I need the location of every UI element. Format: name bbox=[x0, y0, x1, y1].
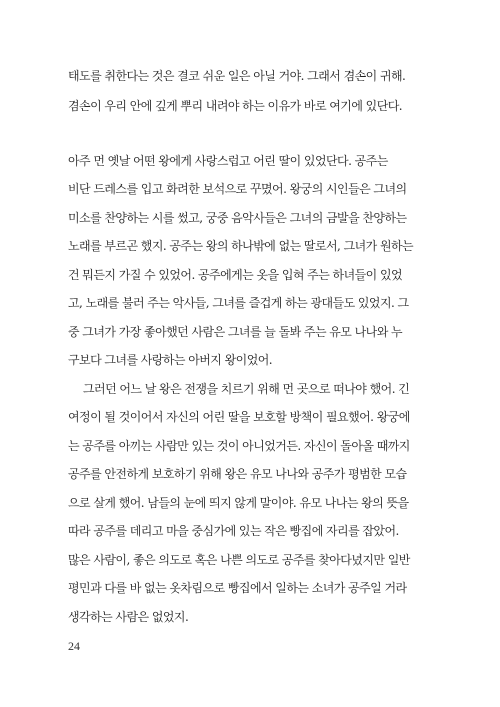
text-line: 중 그녀가 가장 좋아했던 사람은 그녀를 늘 돌봐 주는 유모 나나와 누 bbox=[68, 325, 403, 339]
text-line: 아주 먼 옛날 어떤 왕에게 사랑스럽고 어린 딸이 있었단다. 공주는 bbox=[68, 154, 388, 168]
text-line: 고, 노래를 불러 주는 악사들, 그녀를 즐겁게 하는 광대들도 있었지. 그 bbox=[68, 296, 409, 310]
text-line: 따라 공주를 데리고 마을 중심가에 있는 작은 빵집에 자리를 잡았어. bbox=[68, 524, 399, 538]
text-line: 겸손이 우리 안에 깊게 뿌리 내려야 하는 이유가 바로 여기에 있단다. bbox=[68, 99, 403, 113]
text-line: 생각하는 사람은 없었지. bbox=[68, 610, 189, 624]
text-line: 는 공주를 아끼는 사람만 있는 것이 아니었거든. 자신이 돌아올 때까지 bbox=[68, 439, 410, 453]
text-line: 많은 사람이, 좋은 의도로 혹은 나쁜 의도로 공주를 찾아다녔지만 일반 bbox=[68, 553, 410, 567]
text-line: 태도를 취한다는 것은 결코 쉬운 일은 아닐 거야. 그래서 겸손이 귀해. bbox=[68, 69, 406, 83]
text-line: 건 뭐든지 가질 수 있었어. 공주에게는 옷을 입혀 주는 하녀들이 있었 bbox=[68, 268, 403, 282]
text-line: 비단 드레스를 입고 화려한 보석으로 꾸몄어. 왕궁의 시인들은 그녀의 bbox=[68, 182, 407, 196]
text-line: 미소를 찬양하는 시를 썼고, 궁중 음악사들은 그녀의 금발을 찬양하는 bbox=[68, 211, 407, 225]
text-line: 공주를 안전하게 보호하기 위해 왕은 유모 나나와 공주가 평범한 모습 bbox=[68, 467, 407, 481]
text-line: 여정이 될 것이어서 자신의 어린 딸을 보호할 방책이 필요했어. 왕궁에 bbox=[68, 410, 410, 424]
page-number: 24 bbox=[68, 639, 80, 653]
text-line: 구보다 그녀를 사랑하는 아버지 왕이었어. bbox=[68, 353, 273, 367]
text-line: 노래를 부르곤 했지. 공주는 왕의 하나밖에 없는 딸로서, 그녀가 원하는 bbox=[68, 239, 414, 253]
text-line: 그러던 어느 날 왕은 전쟁을 치르기 위해 먼 곳으로 떠나야 했어. 긴 bbox=[83, 382, 410, 396]
text-line: 평민과 다를 바 없는 옷차림으로 빵집에서 일하는 소녀가 공주일 거라 bbox=[68, 581, 407, 595]
text-line: 으로 살게 했어. 남들의 눈에 띄지 않게 말이야. 유모 나나는 왕의 뜻을 bbox=[68, 496, 409, 510]
